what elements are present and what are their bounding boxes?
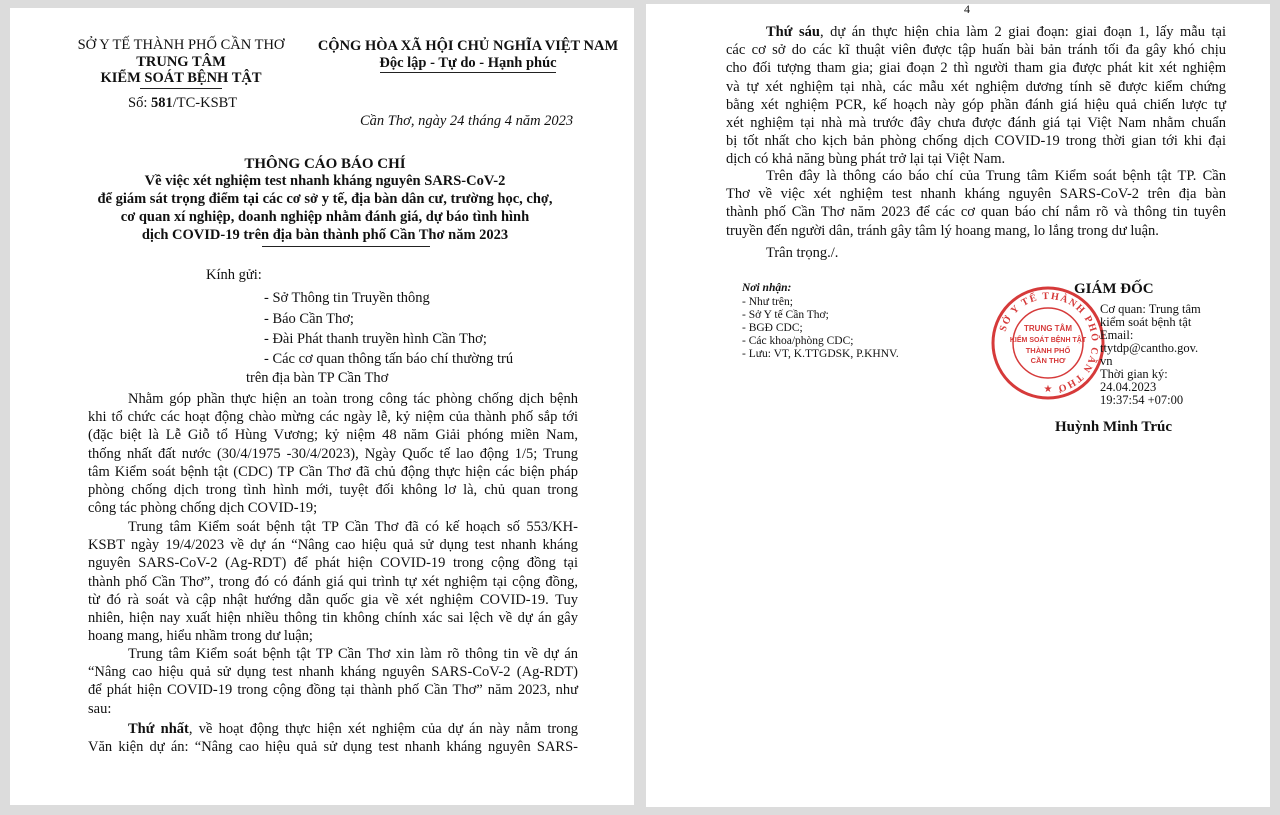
recipient-4: - Các cơ quan thông tấn báo chí thường trú xyxy=(264,351,514,367)
seal-graphic xyxy=(989,284,1107,402)
document-page-left xyxy=(10,8,634,805)
recipient-2: - Báo Cần Thơ; xyxy=(264,311,354,327)
paragraph-closing: Trên đây là thông cáo báo chí của Trung tâm Kiểm soát bệnh tật TP. Cần Thơ về việc xét nghiệm test nhanh kháng nguyên SARS-CoV-2 trên địa bàn thành phố Cần Thơ năm 2023 để các cơ quan báo chí nắm rõ và thông tin tuyên truyền đến người dân, tránh gây tâm lý hoang mang, lo lắng trong dư luận. xyxy=(726,168,1226,239)
signer-name: Huỳnh Minh Trúc xyxy=(1055,419,1172,435)
national-motto: Độc lập - Tự do - Hạnh phúc xyxy=(379,55,557,71)
national-title: CỘNG HÒA XÃ HỘI CHỦ NGHĨA VIỆT NAM xyxy=(317,38,619,54)
agency-parent: SỞ Y TẾ THÀNH PHỐ CẦN THƠ xyxy=(77,37,285,53)
subtitle-line1: Về việc xét nghiệm test nhanh kháng nguyên SARS-CoV-2 xyxy=(144,173,506,189)
agency-name-line2: KIỂM SOÁT BỆNH TẬT xyxy=(100,70,262,86)
signature-org-2: kiểm soát bệnh tật xyxy=(1100,315,1192,329)
paragraph-2: Trung tâm Kiểm soát bệnh tật TP Cần Thơ đã có kế hoạch số 553/KH- KSBT ngày 19/4/2023 về dự án “Nâng cao hiệu quả sử dụng test nhanh kháng nguyên SARS-CoV-2 (Ag-RDT) để phát hiện COVID-19 trong cộng đồng tại thành phố Cần Thơ”, trong đó có đánh giá qui trình tự xét nghiệm tại cộng đồng, từ đó rà soát và cập nhật hướng dẫn quốc gia về xét nghiệm COVID-19. Tuy nhiên, hiện nay xuất hiện nhiều thông tin không chính xác sai lệch về dự án gây hoang mang, hiểu nhầm trong dư luận; xyxy=(88,519,578,645)
signature-time-label: Thời gian ký: xyxy=(1100,367,1168,381)
signature-time: 19:37:54 +07:00 xyxy=(1100,393,1184,407)
document-title: THÔNG CÁO BÁO CHÍ xyxy=(244,156,406,172)
paragraph-6: Thứ sáu, dự án thực hiện chia làm 2 giai đoạn: giai đoạn 1, lấy mẫu tại các cơ sở do các kĩ thuật viên được tập huấn bài bản tránh tối đa gây khó chịu cho đối tượng tham gia; giai đoạn 2 thì người tham gia được phát kit xét nghiệm và tự xét nghiệm tại nhà, các mẫu xét nghiệm dương tính sẽ được kiểm chứng bằng xét nghiệm PCR, kế hoạch này góp phần đánh giá hiệu quả chiến lược tự xét nghiệm tại nhà mà trước đây chưa được đánh giá tại Việt Nam nhằm chuẩn bị tốt nhất cho kịch bản phòng chống dịch COVID-19 trong thời gian tới khi đại dịch có khả năng bùng phát trở lại tại Việt Nam. xyxy=(726,24,1226,168)
seal-center-line3: THÀNH PHỐ xyxy=(1025,346,1071,355)
recipient-4-cont: trên địa bàn TP Cần Thơ xyxy=(246,370,389,386)
recipient-3: - Đài Phát thanh truyền hình Cần Thơ; xyxy=(264,331,487,347)
seal-star-icon: ★ xyxy=(1043,384,1053,395)
signature-email-label: Email: xyxy=(1100,328,1134,342)
document-number: Số: 581/TC-KSBT xyxy=(128,95,238,111)
motto-underline xyxy=(380,72,556,73)
paragraph-4: Thứ nhất, về hoạt động thực hiện xét nghiệm của dự án này nằm trong Văn kiện dự án: “Nâng cao hiệu quả sử dụng test nhanh kháng nguyên SARS- xyxy=(88,721,578,756)
signature-email-1: ttytdp@cantho.gov. xyxy=(1100,341,1199,355)
subtitle-line2: để giám sát trọng điểm tại các cơ sở y tế, địa bàn dân cư, trường học, chợ, xyxy=(97,191,553,207)
seal-ring-text: SỞ Y TẾ THÀNH PHỐ CẦN THƠ xyxy=(997,290,1101,395)
director-title: GIÁM ĐỐC xyxy=(1074,281,1154,297)
recipients-item-4: - Các khoa/phòng CDC; xyxy=(742,335,854,347)
recipients-item-3: - BGĐ CDC; xyxy=(742,322,803,334)
subtitle-line4: dịch COVID-19 trên địa bàn thành phố Cần Thơ năm 2023 xyxy=(141,227,509,243)
page-number: 4 xyxy=(964,4,970,16)
agency-underline xyxy=(140,88,222,89)
recipients-title: Nơi nhận: xyxy=(742,282,792,294)
official-seal-stamp xyxy=(989,284,1107,402)
document-page-right xyxy=(646,4,1270,807)
subtitle-line3: cơ quan xí nghiệp, doanh nghiệp nhằm đánh giá, dự báo tình hình xyxy=(120,209,530,225)
signature-date: 24.04.2023 xyxy=(1100,380,1157,394)
recipients-item-1: - Như trên; xyxy=(742,296,793,308)
agency-name-line1: TRUNG TÂM xyxy=(136,54,226,70)
date-line: Cần Thơ, ngày 24 tháng 4 năm 2023 xyxy=(360,113,574,129)
recipients-item-2: - Sở Y tế Cần Thơ; xyxy=(742,309,829,321)
signature-email-2: vn xyxy=(1100,354,1113,368)
seal-center-line2: KIỂM SOÁT BỆNH TẬT xyxy=(1009,337,1087,344)
recipients-item-5: - Lưu: VT, K.TTGDSK, P.KHNV. xyxy=(742,348,899,360)
greeting: Kính gửi: xyxy=(206,267,262,283)
paragraph-1: Nhằm góp phần thực hiện an toàn trong công tác phòng chống dịch bệnh khi tổ chức các hoạt động chào mừng các ngày lễ, kỷ niệm của thành phố sắp tới (đặc biệt là Lễ Giỗ tổ Hùng Vương; kỷ niệm 48 năm Giải phóng miền Nam, thống nhất đất nước (30/4/1975 -30/4/2023), Ngày Quốc tế lao động 1/5; Trung tâm Kiểm soát bệnh tật (CDC) TP Cần Thơ đã chủ động thực hiện các biện pháp phòng chống dịch trong tình hình mới, tuyệt đối không lơ là, chủ quan trong công tác phòng chống dịch COVID-19; xyxy=(88,391,578,517)
signature-org-1: Cơ quan: Trung tâm xyxy=(1100,302,1201,316)
paragraph-3: Trung tâm Kiểm soát bệnh tật TP Cần Thơ xin làm rõ thông tin về dự án “Nâng cao hiệu quả sử dụng test nhanh kháng nguyên SARS-CoV-2 (Ag-RDT) để phát hiện COVID-19 trong cộng đồng tại thành phố Cần Thơ” năm 2023, như sau: xyxy=(88,646,578,717)
title-underline xyxy=(262,246,430,247)
seal-center-line1: TRUNG TÂM xyxy=(1024,324,1072,333)
seal-center-line4: CẦN THƠ xyxy=(1030,356,1066,365)
recipient-1: - Sở Thông tin Truyền thông xyxy=(264,290,430,306)
closing-regards: Trân trọng./. xyxy=(766,245,839,261)
